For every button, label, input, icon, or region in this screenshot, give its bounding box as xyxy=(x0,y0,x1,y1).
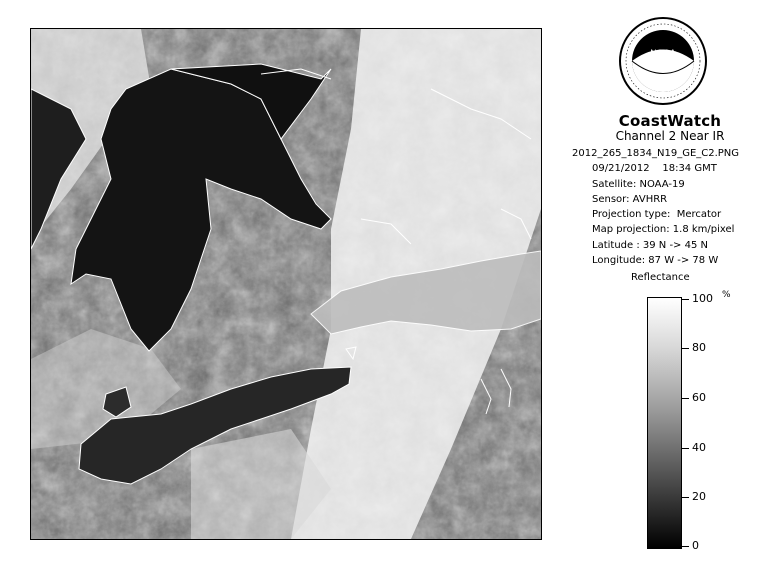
colorbar-tick-label: 20 xyxy=(692,490,706,503)
noaa-logo xyxy=(618,16,708,106)
satellite: Satellite: NOAA-19 xyxy=(592,178,685,190)
colorbar-tick xyxy=(682,299,689,300)
colorbar-tick-label: 0 xyxy=(692,539,699,552)
logo-center-text: NOAA xyxy=(650,48,676,58)
reflectance-colorbar xyxy=(647,297,682,549)
satellite-imagery xyxy=(31,29,541,539)
colorbar-tick-label: 100 xyxy=(692,292,713,305)
colorbar-tick xyxy=(682,497,689,498)
projection-type: Projection type: Mercator xyxy=(592,209,722,221)
colorbar-tick-label: 40 xyxy=(692,441,706,454)
colorbar-tick xyxy=(682,546,689,547)
latitude-range: Latitude : 39 N -> 45 N xyxy=(592,239,708,251)
legend-unit: % xyxy=(722,290,731,300)
colorbar-tick xyxy=(682,348,689,349)
legend-title: Reflectance xyxy=(631,272,690,283)
filename: 2012_265_1834_N19_GE_C2.PNG xyxy=(572,148,740,159)
app-title: CoastWatch xyxy=(618,112,722,130)
sensor: Sensor: AVHRR xyxy=(592,193,668,205)
colorbar-tick xyxy=(682,398,689,399)
metadata-panel xyxy=(572,146,739,268)
channel-subtitle: Channel 2 Near IR xyxy=(615,129,725,143)
colorbar-tick-label: 60 xyxy=(692,391,706,404)
colorbar-tick-label: 80 xyxy=(692,341,706,354)
longitude-range: Longitude: 87 W -> 78 W xyxy=(592,255,719,267)
map-projection: Map projection: 1.8 km/pixel xyxy=(592,224,735,236)
datetime: 09/21/2012 18:34 GMT xyxy=(592,163,717,175)
satellite-map xyxy=(30,28,542,540)
colorbar-tick xyxy=(682,448,689,449)
